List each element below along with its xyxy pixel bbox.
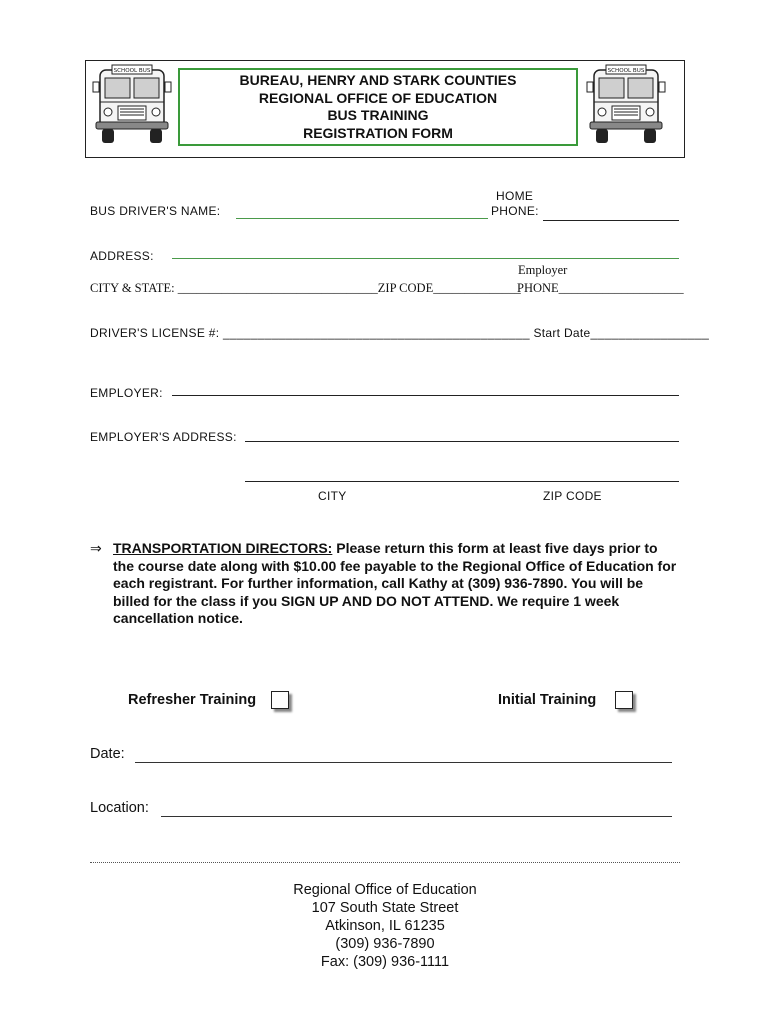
notice-lead: TRANSPORTATION DIRECTORS: [113,540,333,556]
home-phone-field[interactable] [543,220,679,221]
address-label: ADDRESS: [90,249,154,263]
employer-label: EMPLOYER: [90,386,163,400]
employer-phone-field[interactable]: PHONE____________________ [517,281,684,295]
driver-name-label: BUS DRIVER'S NAME: [90,204,221,218]
address-line: 107 South State Street [311,900,459,916]
title-line: BUS TRAINING [327,107,429,123]
location-field[interactable] [161,816,672,817]
svg-text:SCHOOL BUS: SCHOOL BUS [113,68,151,75]
driver-name-field[interactable] [236,218,488,219]
address-line: (309) 936-7890 [335,936,435,952]
zip-caption: ZIP CODE [543,489,602,503]
city-state-zip-field[interactable]: CITY & STATE: ________________________________ZIP CODE______________ [90,281,521,295]
refresher-training-label: Refresher Training [128,692,257,708]
footer-divider [90,862,680,863]
address-field[interactable] [172,258,679,259]
license-start-date-field[interactable]: DRIVER'S LICENSE #: ____________________________________________ Start Date_________________ [90,326,710,340]
city-caption: CITY [318,489,347,503]
arrow-right-icon: ⇒ [90,540,102,556]
date-field[interactable] [135,762,672,763]
form-title [178,68,578,146]
title-line: BUREAU, HENRY AND STARK COUNTIES [239,72,517,88]
office-address [0,881,770,971]
employer-city-zip-field[interactable] [245,481,679,482]
school-bus-icon [586,64,666,146]
svg-text:SCHOOL BUS: SCHOOL BUS [607,68,645,75]
title-line: REGISTRATION FORM [303,124,453,141]
school-bus-icon [92,64,172,146]
home-phone-label-top: HOME [496,189,534,203]
initial-training-checkbox[interactable] [615,691,633,709]
refresher-training-checkbox[interactable] [271,691,289,709]
employer-address-field[interactable] [245,441,679,442]
notice-text [113,540,682,628]
notice-body: Please return this form at least five days prior to the course date along with $10.00 fee payable to the Regional Office of Education for each registrant. For further information, call Kathy at (309) 936-7890. You will be billed for the class if you SIGN UP AND DO NOT ATTEND. We require 1 week cancellation notice. [113,540,677,626]
location-label: Location: [90,800,149,816]
initial-training-label: Initial Training [498,692,597,708]
address-line: Regional Office of Education [293,882,477,898]
address-line: Atkinson, IL 61235 [325,918,445,934]
employer-address-label: EMPLOYER'S ADDRESS: [90,430,237,444]
address-line: Fax: (309) 936-1111 [320,954,450,970]
home-phone-label: PHONE: [491,204,539,218]
date-label: Date: [90,746,125,762]
title-line: REGIONAL OFFICE OF EDUCATION [258,89,498,106]
employer-field[interactable] [172,395,679,396]
transportation-directors-notice [90,540,682,628]
employer-phone-label-top: Employer [518,263,568,277]
